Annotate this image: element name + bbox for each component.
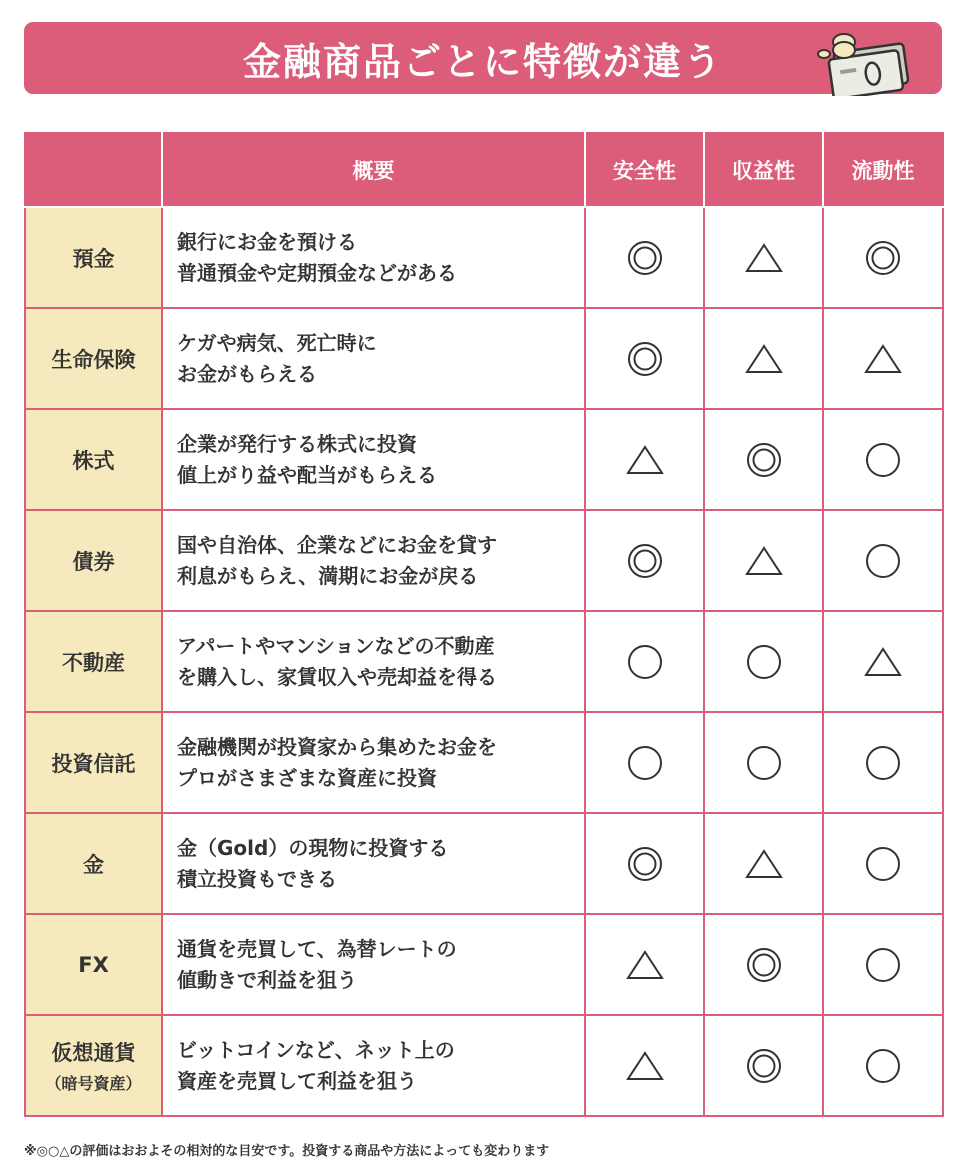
table-row — [25, 813, 943, 914]
double-circle-icon — [627, 846, 663, 882]
overview-cell — [162, 712, 585, 813]
page-title: 金融商品ごとに特徴が違う — [242, 39, 723, 84]
product-name: 債券 — [72, 549, 115, 574]
product-name: 投資信託 — [51, 751, 136, 776]
double-circle-icon — [627, 543, 663, 579]
product-subname: （暗号資産） — [45, 1074, 142, 1093]
liquidity-rating — [823, 409, 943, 510]
liquidity-rating — [823, 1015, 943, 1116]
liquidity-rating — [823, 813, 943, 914]
safety-rating — [585, 409, 704, 510]
product-name: 金 — [83, 852, 104, 877]
overview-cell — [162, 914, 585, 1015]
header-overview: 概要 — [162, 133, 585, 207]
safety-rating — [585, 1015, 704, 1116]
overview-cell — [162, 409, 585, 510]
product-name-cell — [25, 813, 162, 914]
liquidity-rating — [823, 207, 943, 308]
circle-icon — [627, 745, 663, 781]
triangle-icon — [864, 646, 902, 678]
product-name-cell — [25, 914, 162, 1015]
circle-icon — [865, 846, 901, 882]
overview-line-1: ビットコインなど、ネット上の — [177, 1037, 455, 1062]
safety-rating — [585, 308, 704, 409]
triangle-icon — [864, 343, 902, 375]
overview-line-1: 国や自治体、企業などにお金を貸す — [177, 532, 497, 557]
product-name: 生命保険 — [51, 347, 136, 372]
title-banner — [24, 22, 942, 94]
product-name-cell — [25, 308, 162, 409]
safety-rating — [585, 510, 704, 611]
table-row — [25, 207, 943, 308]
profitability-rating — [704, 813, 823, 914]
safety-rating — [585, 611, 704, 712]
product-name: 不動産 — [62, 650, 125, 675]
overview-line-2: プロがさまざまな資産に投資 — [177, 765, 437, 790]
table-row — [25, 712, 943, 813]
footnote: ※◎○△の評価はおおよその相対的な目安です。投資する商品や方法によっても変わります — [24, 1144, 550, 1159]
table-row — [25, 1015, 943, 1116]
overview-line-1: 通貨を売買して、為替レートの — [177, 936, 457, 961]
triangle-icon — [745, 848, 783, 880]
double-circle-icon — [746, 947, 782, 983]
safety-rating — [585, 914, 704, 1015]
circle-icon — [746, 745, 782, 781]
double-circle-icon — [746, 442, 782, 478]
table-row — [25, 914, 943, 1015]
circle-icon — [865, 543, 901, 579]
header-row — [25, 133, 943, 207]
profitability-rating — [704, 1015, 823, 1116]
double-circle-icon — [627, 341, 663, 377]
product-name-cell — [25, 611, 162, 712]
overview-line-1: アパートやマンションなどの不動産 — [177, 633, 495, 658]
overview-line-2: を購入し、家賃収入や売却益を得る — [177, 664, 497, 689]
circle-icon — [865, 745, 901, 781]
table-row — [25, 611, 943, 712]
circle-icon — [865, 442, 901, 478]
overview-line-2: 普通預金や定期預金などがある — [177, 260, 457, 285]
overview-cell — [162, 813, 585, 914]
profitability-rating — [704, 308, 823, 409]
header-liquidity: 流動性 — [823, 133, 943, 207]
overview-line-2: お金がもらえる — [177, 361, 317, 386]
double-circle-icon — [865, 240, 901, 276]
triangle-icon — [626, 1050, 664, 1082]
overview-line-2: 利息がもらえ、満期にお金が戻る — [177, 563, 479, 588]
product-name-cell — [25, 409, 162, 510]
overview-cell — [162, 1015, 585, 1116]
overview-line-1: 企業が発行する株式に投資 — [177, 431, 417, 456]
overview-cell — [162, 611, 585, 712]
product-name: 仮想通貨 — [51, 1041, 136, 1065]
product-name-cell — [25, 1015, 162, 1116]
double-circle-icon — [746, 1048, 782, 1084]
overview-line-1: 銀行にお金を預ける — [177, 229, 357, 254]
overview-line-1: 金（Gold）の現物に投資する — [177, 835, 449, 860]
profitability-rating — [704, 712, 823, 813]
circle-icon — [627, 644, 663, 680]
table-row — [25, 409, 943, 510]
triangle-icon — [745, 545, 783, 577]
overview-line-2: 値上がり益や配当がもらえる — [177, 462, 437, 487]
circle-icon — [865, 1048, 901, 1084]
liquidity-rating — [823, 914, 943, 1015]
overview-cell — [162, 207, 585, 308]
profitability-rating — [704, 611, 823, 712]
liquidity-rating — [823, 510, 943, 611]
safety-rating — [585, 813, 704, 914]
overview-line-2: 値動きで利益を狙う — [177, 967, 357, 992]
overview-line-2: 積立投資もできる — [177, 866, 337, 891]
table-row — [25, 510, 943, 611]
safety-rating — [585, 207, 704, 308]
profitability-rating — [704, 914, 823, 1015]
overview-line-1: 金融機関が投資家から集めたお金を — [177, 734, 497, 759]
triangle-icon — [745, 242, 783, 274]
triangle-icon — [626, 949, 664, 981]
double-circle-icon — [627, 240, 663, 276]
overview-line-2: 資産を売買して利益を狙う — [177, 1068, 417, 1093]
liquidity-rating — [823, 712, 943, 813]
profitability-rating — [704, 510, 823, 611]
product-name-cell — [25, 712, 162, 813]
profitability-rating — [704, 409, 823, 510]
liquidity-rating — [823, 611, 943, 712]
overview-line-1: ケガや病気、死亡時に — [177, 330, 377, 355]
header-safety: 安全性 — [585, 133, 704, 207]
product-name-cell — [25, 510, 162, 611]
overview-cell — [162, 308, 585, 409]
money-bills-coins-icon — [810, 26, 914, 96]
table-row — [25, 308, 943, 409]
product-name: 株式 — [72, 448, 115, 473]
product-name-cell — [25, 207, 162, 308]
header-profitability: 収益性 — [704, 133, 823, 207]
comparison-table — [24, 132, 944, 1117]
triangle-icon — [626, 444, 664, 476]
triangle-icon — [745, 343, 783, 375]
product-name: 預金 — [72, 246, 115, 271]
safety-rating — [585, 712, 704, 813]
overview-cell — [162, 510, 585, 611]
product-name: FX — [78, 952, 109, 977]
liquidity-rating — [823, 308, 943, 409]
profitability-rating — [704, 207, 823, 308]
header-blank — [25, 133, 162, 207]
circle-icon — [746, 644, 782, 680]
circle-icon — [865, 947, 901, 983]
